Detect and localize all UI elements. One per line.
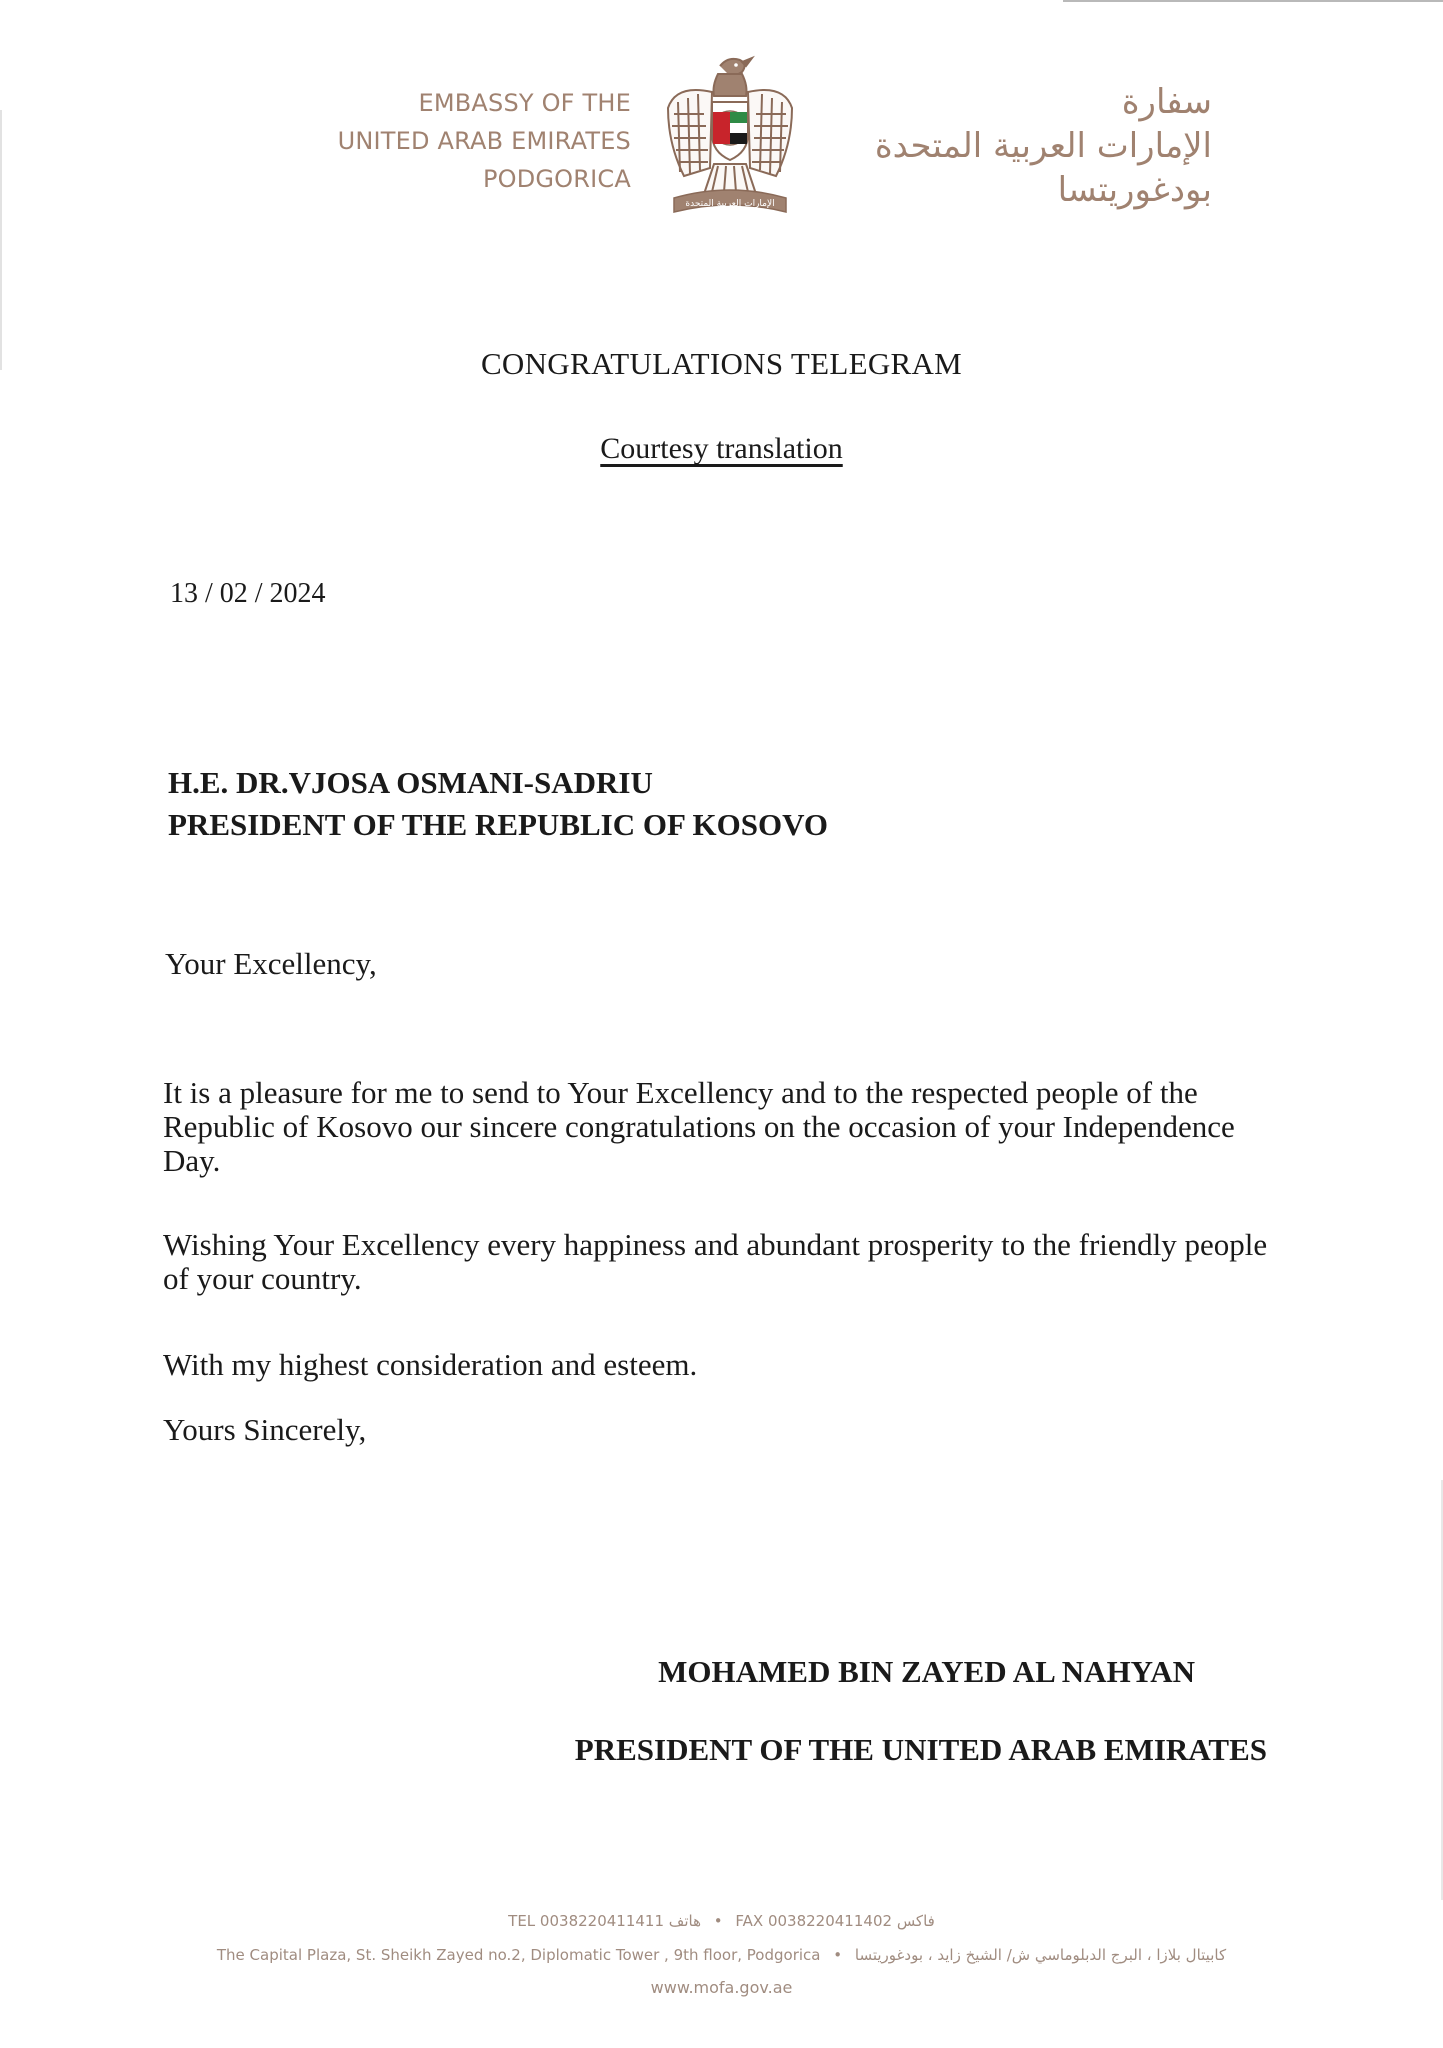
document-subtitle: Courtesy translation [600,432,843,465]
footer-fax-ar: فاكس [896,1912,935,1930]
body-paragraph-1: It is a pleasure for me to send to Your Excellency and to the respected people of the Republic of Kosovo our sincere congratulations on the occasion of your Independence Day. [163,1075,1235,1178]
body-paragraph-3: With my highest consideration and esteem. [163,1347,698,1382]
letterhead-ar-line-1: سفارة [1121,82,1212,122]
letterhead-ar-line-2: الإمارات العربية المتحدة [874,126,1212,166]
emblem-ribbon-text: الإمارات العربية المتحدة [685,199,775,209]
recipient-title: PRESIDENT OF THE REPUBLIC OF KOSOVO [168,807,828,842]
footer-website[interactable]: www.mofa.gov.ae [650,1978,793,1997]
letterhead-line-3: PODGORICA [482,165,631,193]
recipient-name: H.E. DR.VJOSA OSMANI-SADRIU [168,765,653,800]
footer-separator: • [713,1912,723,1930]
footer-tel-ar: هاتف [668,1912,701,1930]
signer-name: MOHAMED BIN ZAYED AL NAHYAN [658,1654,1195,1689]
page-edge-left [0,110,2,370]
letterhead-arabic [822,80,1212,212]
letterhead-ar-line-3: بودغوريتسا [1057,170,1212,210]
document-date: 13 / 02 / 2024 [170,578,326,609]
letterhead-line-1: EMBASSY OF THE [418,89,631,117]
footer-tel: TEL 0038220411411 [508,1912,665,1930]
footer-address [0,1946,1443,1964]
recipient-block [168,762,828,846]
body-paragraph-2: Wishing Your Excellency every happiness and abundant prosperity to the friendly people of your country. [163,1227,1268,1296]
footer-contact [0,1912,1443,1930]
footer-address-en: The Capital Plaza, St. Sheikh Zayed no.2, Diplomatic Tower , 9th floor, Podgorica [216,1946,821,1964]
salutation: Your Excellency, [165,946,377,981]
page-edge-top [1063,0,1443,2]
footer-address-ar: كابيتال بلازا ، البرج الدبلوماسي ش/ الشيخ زايد ، بودغوريتسا [854,1946,1227,1964]
footer-fax: FAX 0038220411402 [735,1912,893,1930]
document-title: CONGRATULATIONS TELEGRAM [480,346,963,381]
letterhead-line-2: UNITED ARAB EMIRATES [337,127,631,155]
footer-address-separator: • [833,1946,843,1964]
signer-title: PRESIDENT OF THE UNITED ARAB EMIRATES [574,1732,1267,1767]
closing: Yours Sincerely, [163,1412,367,1447]
uae-falcon-emblem-icon [662,52,798,224]
letterhead-english [338,84,631,198]
